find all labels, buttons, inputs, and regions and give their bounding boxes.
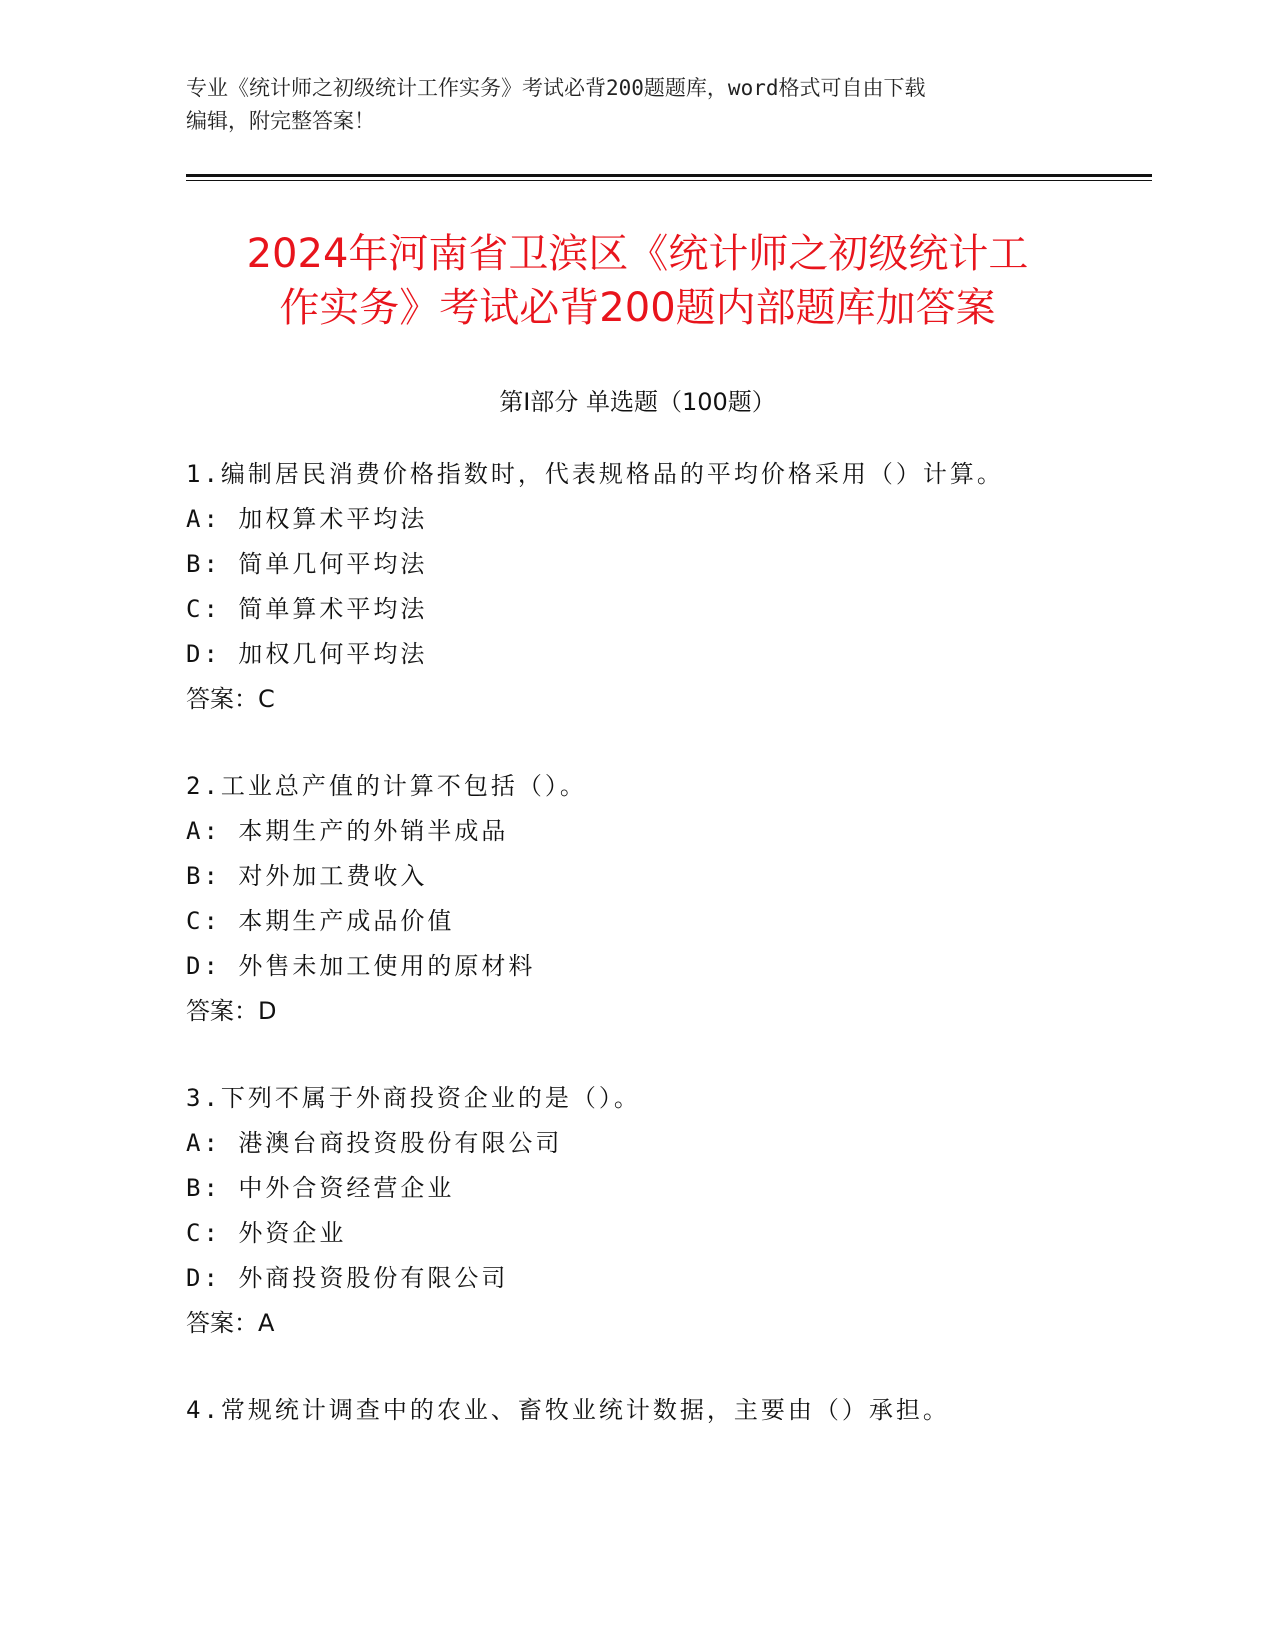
answer: 答案：A — [186, 1309, 275, 1337]
option-b: B: 中外合资经营企业 — [186, 1174, 455, 1202]
option-a: A: 本期生产的外销半成品 — [186, 817, 509, 845]
answer: 答案：C — [186, 685, 275, 713]
question-text: 2.工业总产值的计算不包括（）。 — [186, 772, 587, 800]
question-1 — [186, 452, 1126, 722]
option-d: D: 加权几何平均法 — [186, 640, 428, 668]
question-text: 3.下列不属于外商投资企业的是（）。 — [186, 1084, 641, 1112]
question-4 — [186, 1388, 1126, 1433]
header-divider-thick — [186, 174, 1152, 177]
section-title: 第Ⅰ部分 单选题（100题） — [499, 388, 776, 416]
header-note — [186, 72, 1086, 138]
option-b: B: 对外加工费收入 — [186, 862, 428, 890]
header-note-line-2: 编辑，附完整答案！ — [186, 109, 375, 133]
option-a: A: 加权算术平均法 — [186, 505, 428, 533]
document-title-line-2: 作实务》考试必背200题内部题库加答案 — [279, 285, 996, 331]
document-title — [170, 227, 1105, 335]
option-c: C: 本期生产成品价值 — [186, 907, 455, 935]
option-d: D: 外商投资股份有限公司 — [186, 1264, 509, 1292]
option-b: B: 简单几何平均法 — [186, 550, 428, 578]
option-c: C: 外资企业 — [186, 1219, 347, 1247]
document-title-line-1: 2024年河南省卫滨区《统计师之初级统计工 — [246, 231, 1029, 277]
question-3 — [186, 1076, 1126, 1346]
option-c: C: 简单算术平均法 — [186, 595, 428, 623]
question-2 — [186, 764, 1126, 1034]
header-note-line-1: 专业《统计师之初级统计工作实务》考试必背200题题库，word格式可自由下载 — [186, 76, 926, 100]
option-d: D: 外售未加工使用的原材料 — [186, 952, 536, 980]
header-divider-thin — [186, 180, 1152, 181]
question-text: 1.编制居民消费价格指数时，代表规格品的平均价格采用（）计算。 — [186, 460, 1004, 488]
question-text: 4.常规统计调查中的农业、畜牧业统计数据，主要由（）承担。 — [186, 1396, 950, 1424]
option-a: A: 港澳台商投资股份有限公司 — [186, 1129, 563, 1157]
answer: 答案：D — [186, 997, 277, 1025]
